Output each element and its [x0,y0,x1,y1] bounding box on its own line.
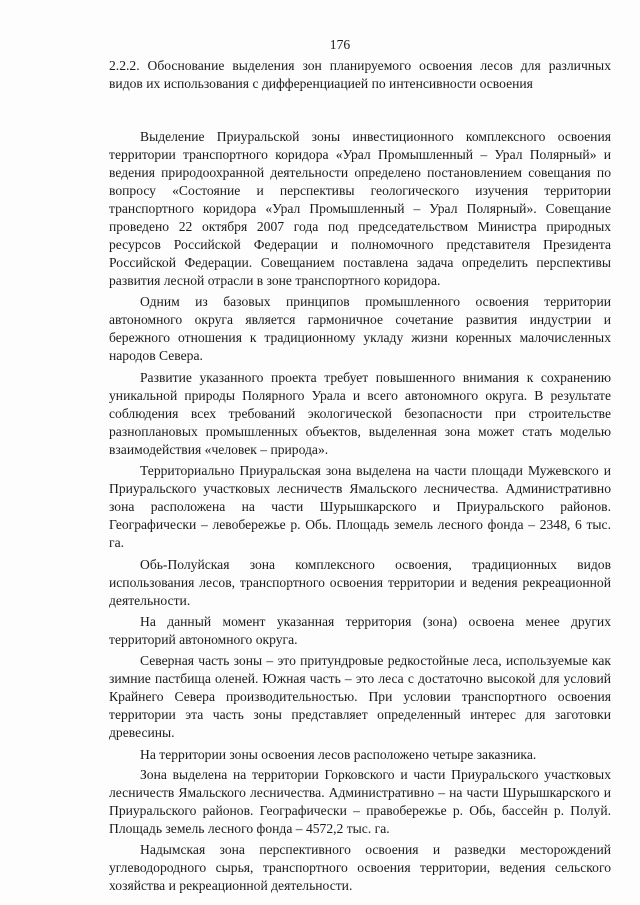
paragraph: Развитие указанного проекта требует повышенного внимания к сохранению уникальной природы Полярного Урала и всего автономного округа. В результате соблюдения всех требований экологической безопасности при строительстве разноплановых промышленных объектов, выделенная зона может стать моделью взаимодействия «человек – природа». [109,369,611,457]
paragraph: Зона выделена на территории Горковского и части Приуральского участковых лесничеств Ямальского лесничества. Административно – на части Шурышкарского и Приуральского районов. Географически – правобережье р. Обь, бассейн р. Полуй. Площадь земель лесного фонда – 4572,2 тыс. га. [109,766,611,836]
document-body [109,128,611,899]
paragraph: Обь-Полуйская зона комплексного освоения, традиционных видов использования лесов, транспортного освоения территории и ведения рекреационной деятельности. [109,556,611,608]
paragraph: На территории зоны освоения лесов расположено четыре заказника. [140,746,537,762]
paragraph: На данный момент указанная территория (зона) освоена менее других территорий автономного округа. [109,613,611,647]
paragraph: Надымская зона перспективного освоения и разведки месторождений углеводородного сырья, транспортного освоения территории, ведения сельского хозяйства и рекреационной деятельности. [109,842,611,894]
section-heading: 2.2.2. Обоснование выделения зон планируемого освоения лесов для различных видов их использования с дифференциацией по интенсивности освоения [109,58,611,91]
paragraph: Одним из базовых принципов промышленного освоения территории автономного округа является гармоничное сочетание развития индустрии и бережного отношения к традиционному укладу жизни коренных малочисленных народов Севера. [109,294,611,364]
paragraph: Северная часть зоны – это притундровые редкостойные леса, используемые как зимние пастбища оленей. Южная часть – это леса с достаточно высокой для условий Крайнего Севера производительностью. При условии транспортного освоения территории эта часть зоны представляет определенный интерес для заготовки древесины. [109,653,611,741]
paragraph: Территориально Приуральская зона выделена на части площади Мужевского и Приуральского участковых лесничеств Ямальского лесничества. Административно зона расположена на части Шурышкарского и Приуральского районов. Географически – левобережье р. Обь. Площадь земель лесного фонда – 2348, 6 тыс. га. [109,463,611,551]
page-number: 176 [329,37,351,52]
paragraph: Выделение Приуральской зоны инвестиционного комплексного освоения территории транспортного коридора «Урал Промышленный – Урал Полярный» и ведения природоохранной деятельности определено постановлением совещания по вопросу «Состояние и перспективы геологического изучения территории транспортного коридора «Урал Промышленный – Урал Полярный». Совещание проведено 22 октября 2007 года под председательством Министра природных ресурсов Российской Федерации и полномочного представителя Президента Российской Федерации. Совещанием поставлена задача определить перспективы развития лесной отрасли в зоне транспортного коридора. [109,129,611,288]
